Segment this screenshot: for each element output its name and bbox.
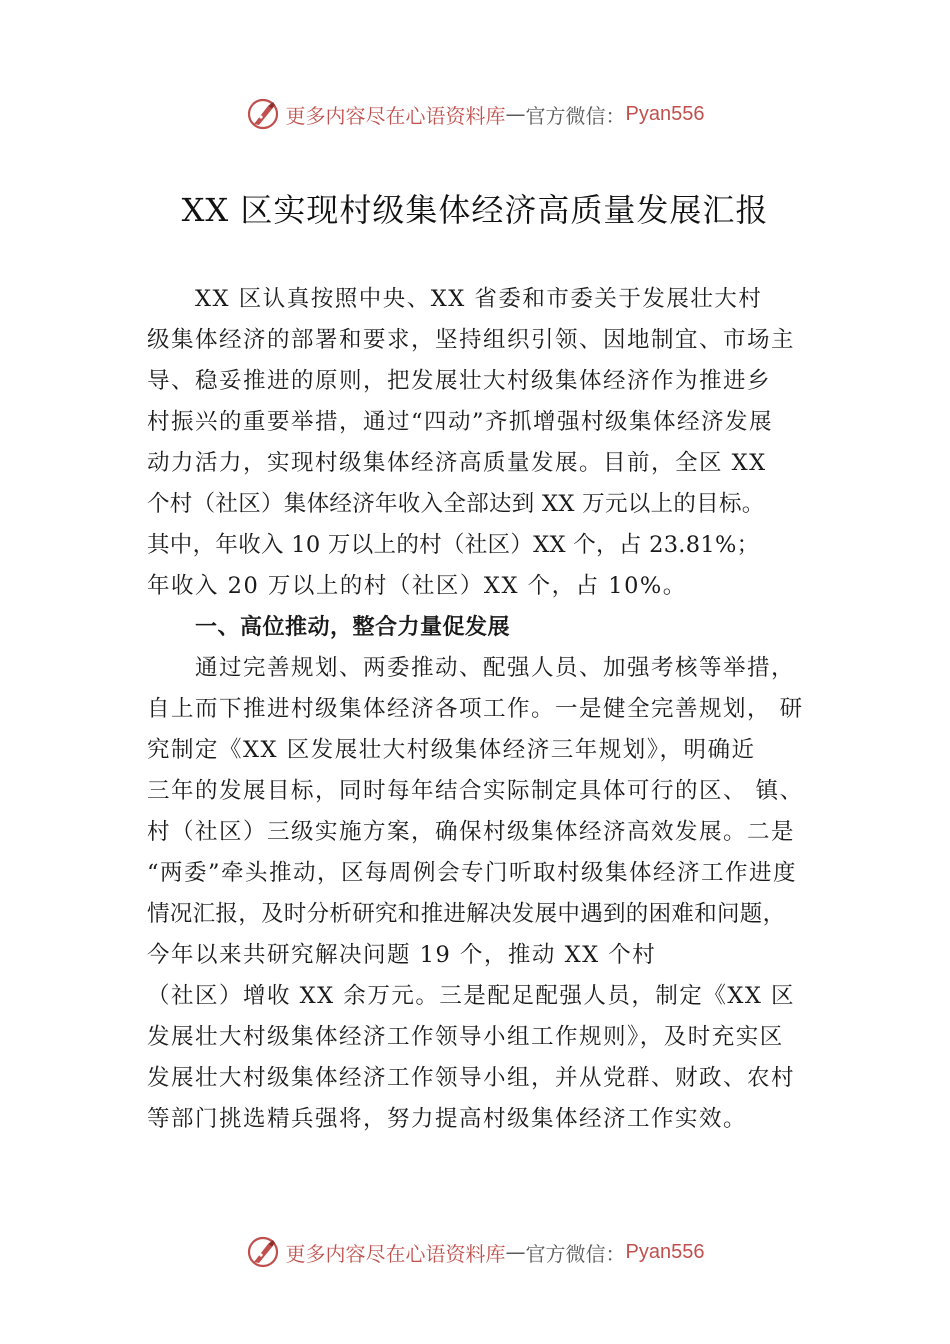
header-watermark-banner — [0, 94, 950, 134]
banner-label-text: 官方微信： — [525, 1241, 626, 1266]
text-line: 今年以来共研究解决问题 19 个，推动 XX 个村 — [147, 942, 657, 968]
section-heading: 一、高位推动，整合力量促发展 — [195, 615, 511, 640]
text-line: “两委”牵头推动，区每周例会专门听取村级集体经济工作进度 — [147, 860, 798, 886]
text-line: （社区）增收 XX 余万元。三是配足配强人员，制定《XX 区 — [147, 983, 796, 1009]
text-line: 导、稳妥推进的原则，把发展壮大村级集体经济作为推进乡 — [147, 368, 772, 394]
pen-nib-logo-icon — [246, 97, 280, 131]
banner-brand-text: 更多内容尽在心语资料库 — [285, 1241, 506, 1266]
banner-separator: — — [505, 102, 526, 126]
footer-watermark-banner — [0, 1232, 950, 1272]
text-line: 村振兴的重要举措，通过“四动”齐抓增强村级集体经济发展 — [147, 409, 774, 435]
text-line: 级集体经济的部署和要求，坚持组织引领、因地制宜、市场主 — [147, 327, 796, 353]
text-line: 其中，年收入 10 万以上的村（社区）XX 个，占 23.81%； — [147, 532, 760, 558]
text-line: 等部门挑选精兵强将，努力提高村级集体经济工作实效。 — [147, 1106, 748, 1132]
text-line: 发展壮大村级集体经济工作领导小组工作规则》，及时充实区 — [147, 1024, 784, 1050]
pen-nib-logo-icon — [246, 1235, 280, 1269]
banner-separator: — — [505, 1240, 526, 1264]
banner-wechat-id: Pyan556 — [625, 1240, 705, 1263]
text-line: 个村（社区）集体经济年收入全部达到 XX 万元以上的目标。 — [147, 491, 765, 517]
document-body — [147, 279, 837, 1140]
banner-label-text: 官方微信： — [525, 103, 626, 128]
banner-wechat-id: Pyan556 — [625, 102, 705, 125]
text-line: 村（社区）三级实施方案，确保村级集体经济高效发展。二是 — [147, 819, 796, 845]
text-line: 自上而下推进村级集体经济各项工作。一是健全完善规划， 研 — [147, 696, 804, 722]
text-line: 三年的发展目标，同时每年结合实际制定具体可行的区、 镇、 — [147, 778, 804, 804]
text-line: XX 区认真按照中央、XX 省委和市委关于发展壮大村 — [195, 286, 763, 312]
text-line: 究制定《XX 区发展壮大村级集体经济三年规划》，明确近 — [147, 737, 756, 763]
text-line: 年收入 20 万以上的村（社区）XX 个，占 10%。 — [147, 573, 687, 599]
document-title: XX 区实现村级集体经济高质量发展汇报 — [181, 191, 769, 229]
banner-brand-text: 更多内容尽在心语资料库 — [285, 103, 506, 128]
text-line: 发展壮大村级集体经济工作领导小组，并从党群、财政、农村 — [147, 1065, 796, 1091]
text-line: 情况汇报，及时分析研究和推进解决发展中遇到的困难和问题， — [147, 901, 786, 927]
text-line: 通过完善规划、两委推动、配强人员、加强考核等举措， — [195, 655, 796, 681]
text-line: 动力活力，实现村级集体经济高质量发展。目前，全区 XX — [147, 450, 767, 476]
